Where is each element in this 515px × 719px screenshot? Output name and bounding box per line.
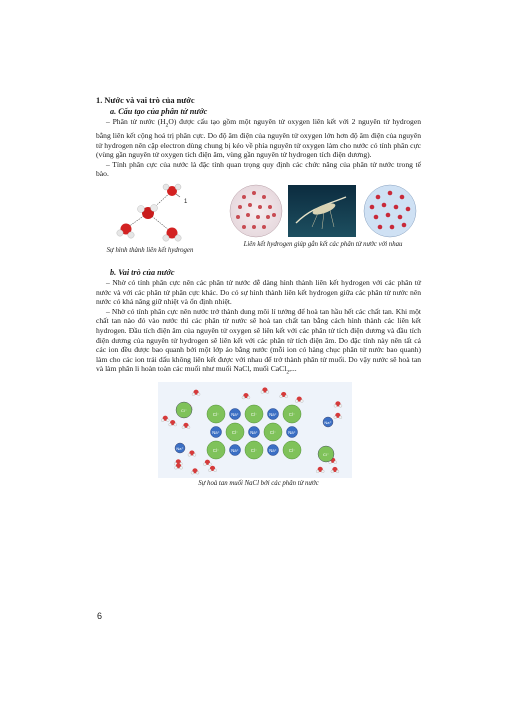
sodium-ion-label: Na⁺ xyxy=(212,429,220,435)
sodium-ion-label: Na⁺ xyxy=(231,447,239,453)
sodium-ion-label: Na⁺ xyxy=(269,411,277,417)
page-content xyxy=(96,96,421,487)
paragraph-heat-retention: – Nhờ có tính phân cực nên các phân tử nước dễ dàng hình thành liên kết hydrogen với các phân tử nước và với các phân tử phân cực khác. Do có sự hình thành liên kết hydrogen giữa các phân tử nước nên nước có khả năng giữ nhiệt và ổn định nhiệt. xyxy=(96,278,421,307)
chloride-ion-label: Cl⁻ xyxy=(269,429,277,435)
chloride-ion-label: Cl⁻ xyxy=(212,447,220,453)
page-number: 6 xyxy=(97,611,103,621)
paragraph-water-structure: – Phân tử nước $(H_2O)$ được cấu tạo gồm một nguyên tử oxygen liên kết với 2 nguyên tử hydrogen bằng liên kết cộng hoá trị phân cực. Do độ âm điện của nguyên tử oxygen lớn hơn độ âm điện của nguyên tử hydrogen nên cặp electron dùng chung bị kéo về phía nguyên tử oxygen làm cho nước có tính phân cực (vùng gần nguyên tử oxygen tích điện âm, vùng gần nguyên tử hydrogen tích điện dương). xyxy=(96,117,421,160)
caption-nacl-dissolution: Sự hoà tan muối NaCl bởi các phân tử nước xyxy=(198,479,319,487)
sodium-ion-label: Na⁺ xyxy=(231,411,239,417)
sodium-ion-label: Na⁺ xyxy=(250,429,258,435)
chloride-ion-label: Cl⁻ xyxy=(212,411,220,417)
paragraph-polarity: – Tính phân cực của nước là đặc tính quan trọng quy định các chức năng của phân tử nước trong tế bào. xyxy=(96,159,421,179)
chloride-ion-label: Cl⁻ xyxy=(288,411,296,417)
nacl-dissolution-diagram xyxy=(158,382,352,478)
sodium-ion-label: Na⁺ xyxy=(269,447,277,453)
figure-nacl-dissolution xyxy=(158,382,352,478)
subsection-b-title: b. Vai trò của nước xyxy=(110,268,175,278)
chloride-ion-label: Cl⁻ xyxy=(250,411,258,417)
chloride-ion-label: Cl⁻ xyxy=(181,407,187,413)
paragraph-solvent: – Nhờ có tính phân cực nên nước trở thành dung môi lí tưởng để hoà tan hầu hết các chất tan. Khi một chất tan nào đó vào nước thì các phân tử nước sẽ hoà tan chất tan bằng cách hình thành các liên kết hydrogen. Đầu tích điện âm của nguyên tử oxygen sẽ liên kết với các phân tử tích điện dương và đầu tích điện dương của nguyên tử hydrogen sẽ liên kết với các phân tử tích điện âm. Do đặc tính này nên tất cả các ion đều được bao quanh bởi một lớp áo bằng nước (mỗi ion có hàng chục phân tử nước bao quanh) làm cho các ion trái dấu không liên kết được với nhau để trở thành phân tử muối. Do vậy nước sẽ hoà tan và làm phân li hoàn toàn các muối như muối NaCl, muối CaCl$_2$,... xyxy=(96,306,421,376)
diagram-label-1: 1 xyxy=(184,199,188,206)
chloride-ion-label: Cl⁻ xyxy=(323,451,329,457)
sodium-ion-label: Na⁺ xyxy=(176,445,184,451)
figure-hydrogen-bond xyxy=(96,183,421,267)
chloride-ion-label: Cl⁻ xyxy=(250,447,258,453)
section-title: 1. Nước và vai trò của nước xyxy=(96,96,195,105)
water-cohesion-images xyxy=(226,183,421,239)
chloride-ion-label: Cl⁻ xyxy=(288,447,296,453)
caption-hydrogen-bond: Sự hình thành liên kết hydrogen xyxy=(106,247,194,255)
chloride-ion-label: Cl⁻ xyxy=(231,429,239,435)
sodium-ion-label: Na⁺ xyxy=(288,429,296,435)
caption-water-cohesion: Liên kết hydrogen giúp gắn kết các phân tử nước với nhau xyxy=(243,241,403,249)
sodium-ion-label: Na⁺ xyxy=(324,419,332,425)
water-molecule-diagram xyxy=(100,183,200,245)
subsection-a-title: a. Cấu tạo của phân tử nước xyxy=(110,107,208,116)
